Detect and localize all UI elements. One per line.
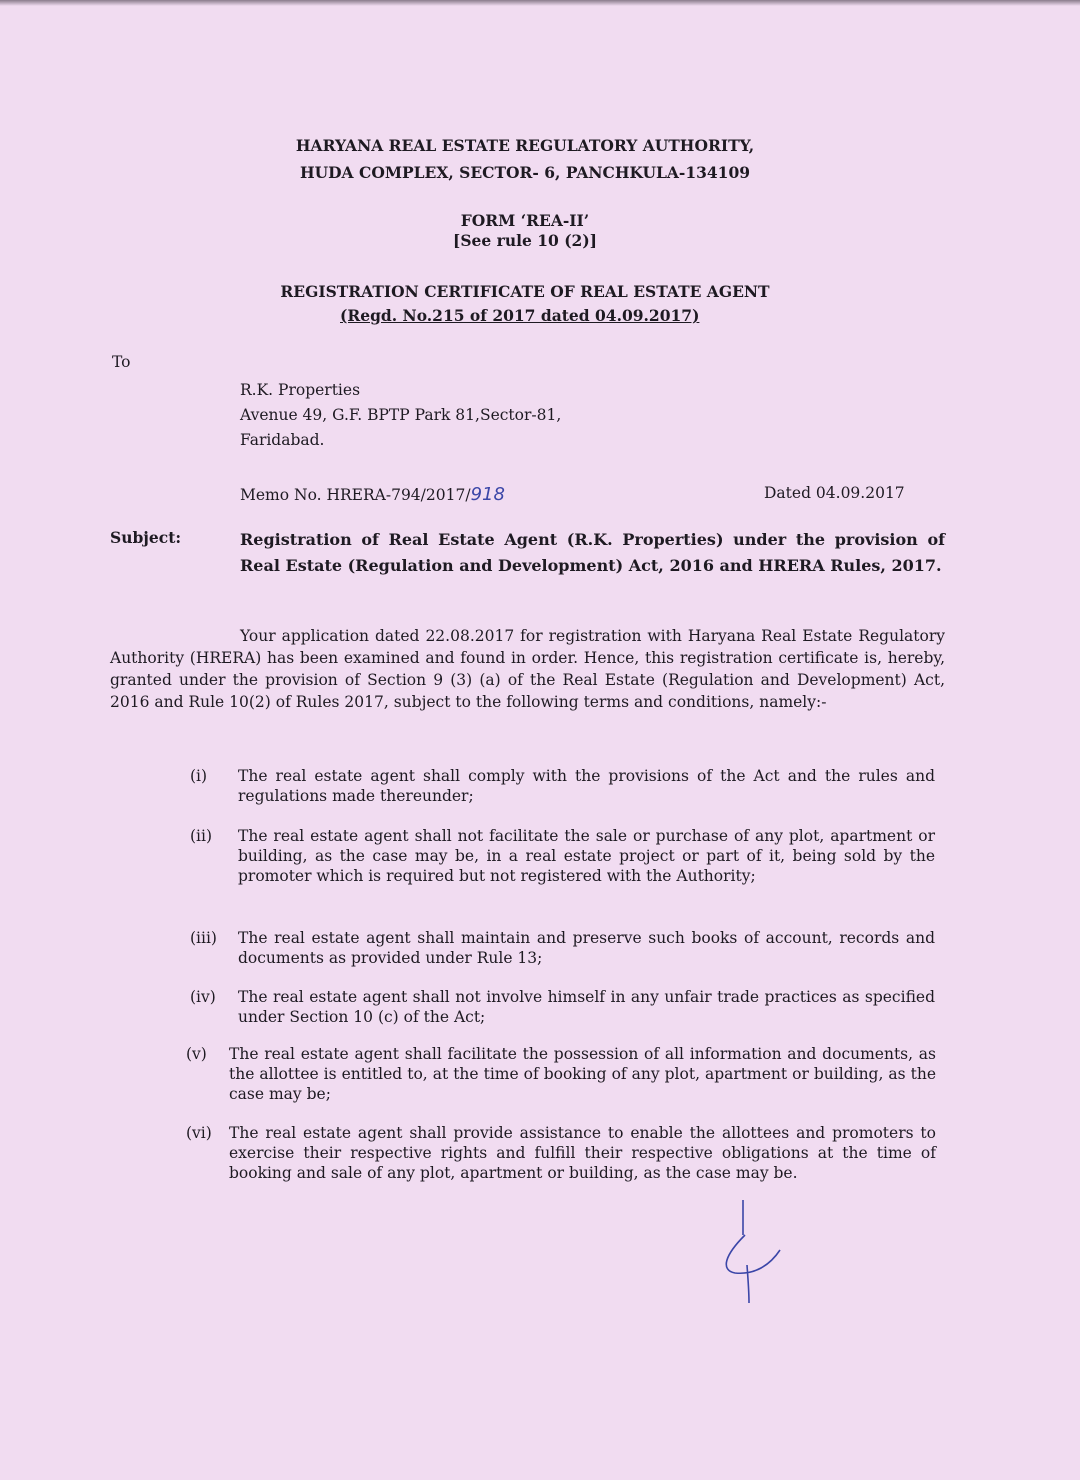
body-paragraph: Your application dated 22.08.2017 for registration with Haryana Real Estate Regulatory Authority (HRERA) has been examined and found in order. Hence, this registration certificate is, hereby, granted under the provision of Section 9 (3) (a) of the Real Estate (Regulation and Development) Act, 2016 and Rule 10(2) of Rules 2017, subject to the following terms and conditions, namely:- <box>110 627 945 711</box>
condition-text: The real estate agent shall provide assistance to enable the allottees and promoters to exercise their respective rights and fulfill their respective obligations at the time of booking and sale of any plot, apartment or building, as the case may be. <box>229 1124 936 1182</box>
recipient-address-line2: Faridabad. <box>240 431 325 449</box>
regd-wrapper <box>238 306 1080 325</box>
condition-text: The real estate agent shall comply with the provisions of the Act and the rules and regulations made thereunder; <box>238 767 935 805</box>
condition-item <box>190 766 935 806</box>
memo-handwritten-number: 918 <box>470 484 505 505</box>
condition-item <box>190 928 935 968</box>
recipient-address-line1: Avenue 49, G.F. BPTP Park 81,Sector-81, <box>240 406 562 424</box>
form-rule: [See rule 10 (2)] <box>453 231 597 250</box>
condition-text: The real estate agent shall not facilitate the sale or purchase of any plot, apartment or building, as the case may be, in a real estate project or part of it, being sold by the promoter which is required but not registered with the Authority; <box>238 827 935 885</box>
condition-number: (ii) <box>190 827 213 845</box>
certificate-title: REGISTRATION CERTIFICATE OF REAL ESTATE AGENT <box>280 282 770 301</box>
condition-number: (iv) <box>190 988 216 1006</box>
condition-item <box>186 1123 936 1183</box>
condition-text: The real estate agent shall facilitate the possession of all information and documents, as the allottee is entitled to, at the time of booking of any plot, apartment or building, as the case may be; <box>229 1045 936 1103</box>
condition-number: (v) <box>186 1045 207 1063</box>
memo-prefix: Memo No. HRERA-794/2017/ <box>240 486 471 504</box>
condition-number: (iii) <box>190 929 217 947</box>
condition-item <box>190 826 935 886</box>
condition-text: The real estate agent shall not involve himself in any unfair trade practices as specified under Section 10 (c) of the Act; <box>238 988 935 1026</box>
registration-number: (Regd. No.215 of 2017 dated 04.09.2017) <box>340 306 700 325</box>
subject-label: Subject: <box>110 528 182 547</box>
condition-item <box>190 987 935 1027</box>
signature-mark <box>715 1195 795 1310</box>
form-name: FORM ‘REA-II’ <box>460 211 590 230</box>
authority-address: HUDA COMPLEX, SECTOR- 6, PANCHKULA-134109 <box>299 163 751 182</box>
recipient-name: R.K. Properties <box>240 381 361 399</box>
condition-item <box>186 1044 936 1104</box>
condition-number: (i) <box>190 767 208 785</box>
authority-name: HARYANA REAL ESTATE REGULATORY AUTHORITY, <box>295 136 755 155</box>
to-label: To <box>112 353 131 371</box>
condition-number: (vi) <box>186 1124 212 1142</box>
condition-text: The real estate agent shall maintain and preserve such books of account, records and documents as provided under Rule 13; <box>238 929 935 967</box>
memo-date: Dated 04.09.2017 <box>764 484 905 502</box>
scan-edge <box>0 0 1080 6</box>
memo-number <box>240 484 505 505</box>
subject-text: Registration of Real Estate Agent (R.K. Properties) under the provision of Real Estate (Regulation and Development) Act, 2016 and HRERA Rules, 2017. <box>240 530 945 575</box>
